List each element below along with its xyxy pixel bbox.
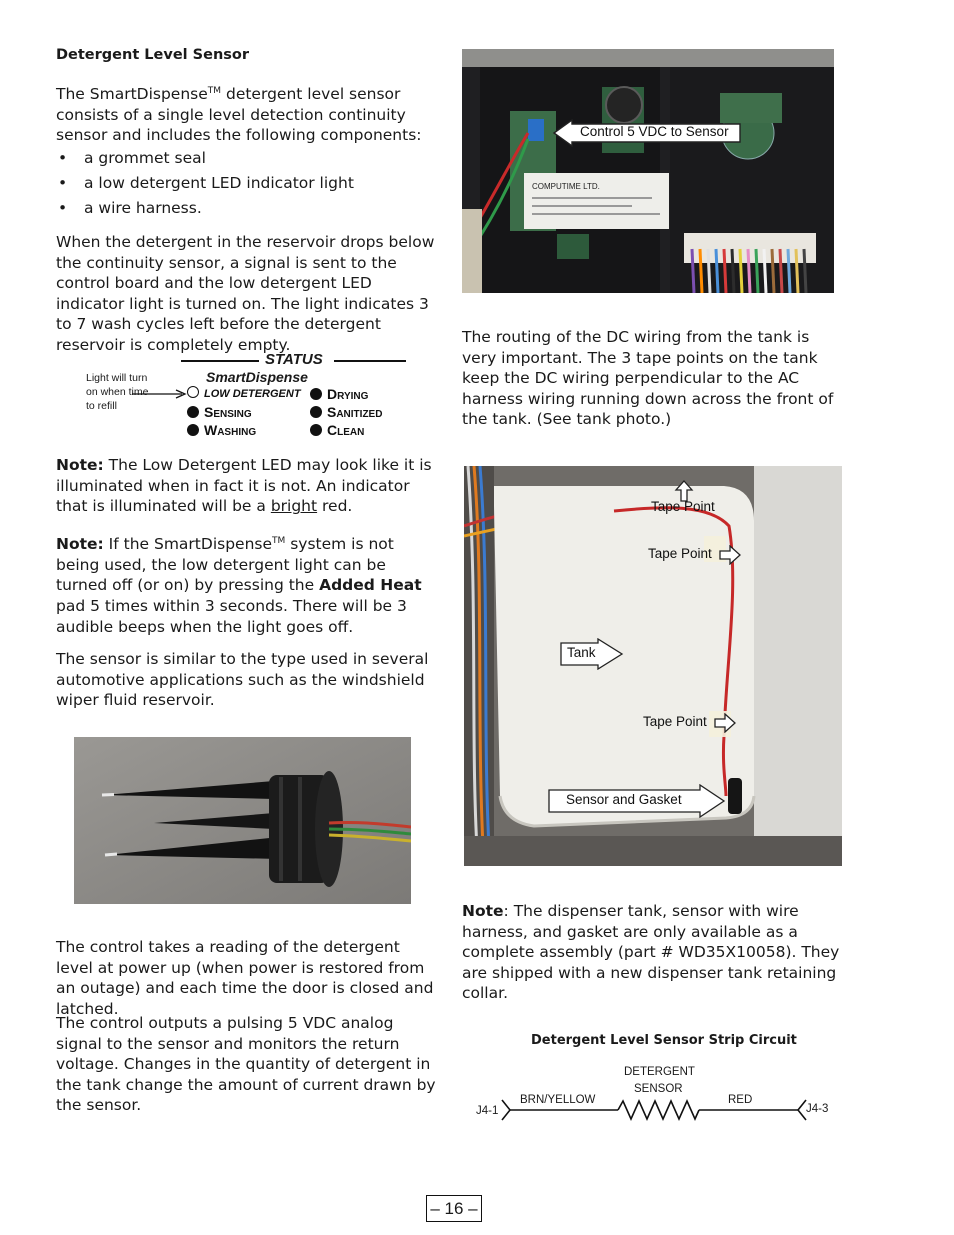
status-title: STATUS xyxy=(265,351,323,368)
assembly-note-paragraph xyxy=(462,901,847,1004)
components-list xyxy=(56,148,436,223)
pulsing-signal-paragraph: The control outputs a pulsing 5 VDC analog signal to the sensor and monitors the return voltage. Changes in the quantity of detergent in the tank change the amount of current drawn by the sensor. xyxy=(56,1014,436,1115)
note-label: Note: xyxy=(56,535,104,554)
control-board-illustration xyxy=(462,49,834,293)
status-sanitized xyxy=(310,404,382,420)
right-arrow-icon xyxy=(714,713,736,733)
status-rule-right xyxy=(334,360,406,362)
note-text-end: pad 5 times within 3 seconds. There will be 3 audible beeps when the light goes off. xyxy=(56,596,407,636)
note-text: : The dispenser tank, sensor with wire harness, and gasket are only available as a complete assembly (part # WD35X10058). They are shipped with a new dispenser tank retaining collar. xyxy=(462,902,840,1003)
low-detergent-led-icon xyxy=(187,386,199,398)
section-heading: Detergent Level Sensor xyxy=(56,47,250,63)
circuit-wiring xyxy=(498,1098,810,1124)
note-text: If the SmartDispense xyxy=(103,535,273,554)
refill-side-note: Light will turn on when time to refill xyxy=(86,372,149,412)
level-drop-paragraph: When the detergent in the reservoir drops below the continuity sensor, a signal is sent to the control board and the low detergent LED indicator light is turned on. The light indicates 3 to 7 wash cycles left before the detergent reservoir is completely empty. xyxy=(56,233,435,354)
list-item: • a wire harness. xyxy=(56,198,436,223)
note-underlined-word: bright xyxy=(270,497,318,516)
status-label: Sensing xyxy=(204,404,252,420)
status-clean xyxy=(310,422,364,438)
circuit-title: Detergent Level Sensor Strip Circuit xyxy=(531,1033,797,1048)
tape-point-3-label: Tape Point xyxy=(643,714,707,729)
left-connector-icon xyxy=(502,1100,510,1120)
refill-arrow xyxy=(132,388,188,400)
note-text-mid: system is not being used, the low detergent light can be turned off (or on) by pressing the xyxy=(56,535,394,595)
smartdispense-label: SmartDispense xyxy=(206,369,308,385)
status-sensing xyxy=(187,404,252,420)
left-wire-label: BRN/YELLOW xyxy=(520,1094,596,1106)
right-pin-label: J4-3 xyxy=(806,1103,829,1115)
board-sticker-text: COMPUTIME LTD. xyxy=(532,182,600,191)
right-connector-icon xyxy=(798,1100,806,1120)
led-dot-icon xyxy=(310,388,322,400)
intro-paragraph xyxy=(56,81,441,146)
status-washing xyxy=(187,422,256,438)
status-drying xyxy=(310,386,368,402)
control-board-photo xyxy=(462,49,834,293)
note-disable-paragraph xyxy=(56,531,441,637)
note-text: The Low Detergent LED may look like it is illuminated when in fact it is not. An indicator that is illuminated will be a xyxy=(56,456,432,516)
low-detergent-label: LOW DETERGENT xyxy=(204,388,301,400)
led-dot-icon xyxy=(310,406,322,418)
list-item: • a grommet seal xyxy=(56,148,436,173)
tape-point-1-label: Tape Point xyxy=(651,499,715,514)
status-panel xyxy=(80,350,420,445)
intro-text-post: detergent level sensor consists of a single level detection continuity sensor and includes the following components: xyxy=(56,85,422,145)
automotive-paragraph: The sensor is similar to the type used in several automotive applications such as the windshield wiper fluid reservoir. xyxy=(56,650,429,710)
right-wire-label: RED xyxy=(728,1094,753,1106)
sensor-photo xyxy=(74,737,411,904)
intro-text-pre: The SmartDispense xyxy=(56,85,208,104)
led-dot-icon xyxy=(187,406,199,418)
page-number: – 16 – xyxy=(426,1195,482,1222)
status-label: Drying xyxy=(327,386,369,402)
added-heat-label: Added Heat xyxy=(319,576,422,595)
status-label: Clean xyxy=(327,422,365,438)
sensor-illustration xyxy=(74,737,411,904)
status-label: Sanitized xyxy=(327,404,383,420)
control-callout-label: Control 5 VDC to Sensor xyxy=(580,124,729,139)
list-item: • a low detergent LED indicator light xyxy=(56,173,436,198)
routing-paragraph: The routing of the DC wiring from the tank is very important. The 3 tape points on the tank keep the DC wiring perpendicular to the AC harness wiring running down across the front of the tank. (See tank photo.) xyxy=(462,328,834,429)
note-led-paragraph xyxy=(56,455,441,517)
status-label: Washing xyxy=(204,422,257,438)
sensor-label-line2: SENSOR xyxy=(634,1083,683,1095)
tape-point-2-label: Tape Point xyxy=(648,546,712,561)
status-rule-left xyxy=(181,360,259,362)
power-up-paragraph: The control takes a reading of the detergent level at power up (when power is restored from an outage) and each time the door is closed and latched. xyxy=(56,938,434,1018)
led-dot-icon xyxy=(187,424,199,436)
note-label: Note: xyxy=(56,456,104,474)
resistor-icon xyxy=(618,1101,699,1119)
tank-photo xyxy=(464,466,842,866)
sensor-label-line1: DETERGENT xyxy=(624,1066,695,1078)
left-pin-label: J4-1 xyxy=(476,1105,499,1117)
note-label: Note xyxy=(462,902,504,920)
strip-circuit-diagram xyxy=(470,1062,840,1132)
trademark-sup: TM xyxy=(207,86,222,96)
low-detergent-row xyxy=(187,386,301,400)
sensor-gasket-label: Sensor and Gasket xyxy=(566,792,682,807)
note-text-end: red. xyxy=(317,497,353,516)
right-arrow-icon xyxy=(719,545,741,565)
trademark-sup: TM xyxy=(272,536,286,546)
led-dot-icon xyxy=(310,424,322,436)
tank-label: Tank xyxy=(567,645,596,660)
